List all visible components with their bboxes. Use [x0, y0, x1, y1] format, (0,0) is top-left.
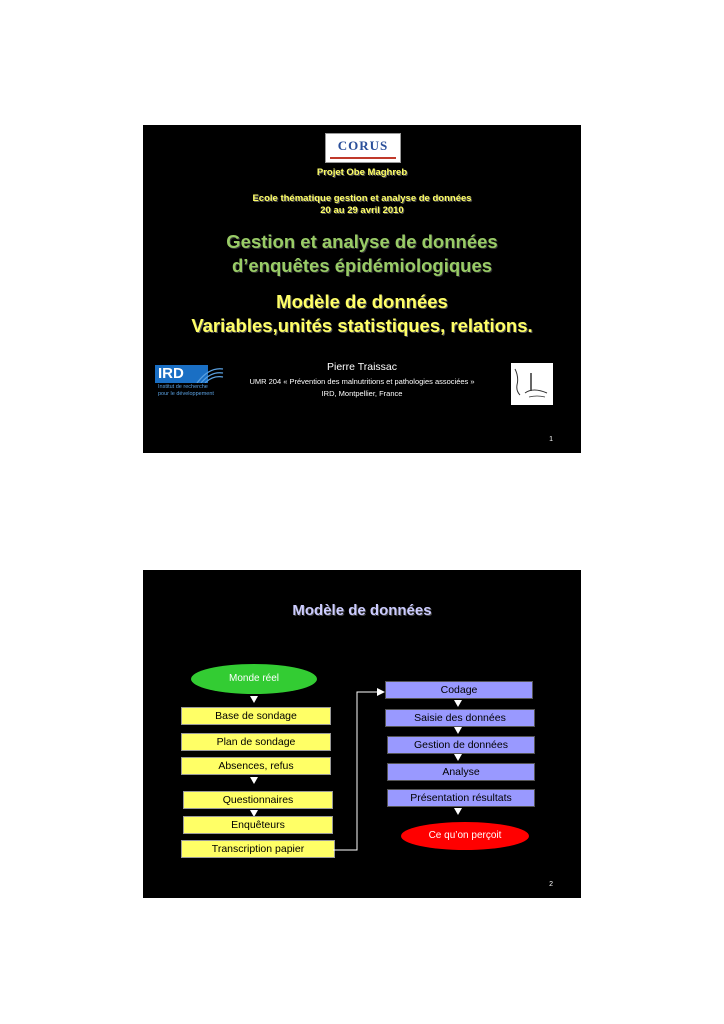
flow-node-questionnaires: Questionnaires	[183, 791, 333, 809]
page-number: 1	[549, 436, 553, 443]
slide-2	[143, 570, 581, 898]
school-line-2: 20 au 29 avril 2010	[320, 205, 404, 216]
subtitle-line-2: Variables,unités statistiques, relations.	[191, 315, 533, 336]
ird-logo	[155, 365, 227, 401]
affiliation-line-2: IRD, Montpellier, France	[321, 389, 403, 398]
calligraphy-icon	[511, 363, 553, 405]
flow-node-base-sondage: Base de sondage	[181, 707, 331, 725]
calligraphy-logo	[511, 363, 553, 405]
flow-node-monde-reel: Monde réel	[191, 664, 317, 694]
flow-node-presentation: Présentation résultats	[387, 789, 535, 807]
flow-node-transcription: Transcription papier	[181, 840, 335, 858]
flow-node-enqueteurs: Enquêteurs	[183, 816, 333, 834]
flow-node-gestion: Gestion de données	[387, 736, 535, 754]
corus-logo-text: CORUS	[337, 138, 389, 153]
flow-arrow	[454, 727, 462, 734]
school-line-1: Ecole thématique gestion et analyse de données	[252, 193, 472, 204]
author-name: Pierre Traissac	[326, 361, 398, 373]
flow-node-percoit: Ce qu’on perçoit	[401, 822, 529, 850]
flow-node-codage: Codage	[385, 681, 533, 699]
ird-arcs-icon	[195, 365, 225, 383]
slide-1	[143, 125, 581, 453]
flow-arrow	[454, 754, 462, 761]
slide-title: Modèle de données	[292, 602, 432, 619]
flow-node-saisie: Saisie des données	[385, 709, 535, 727]
project-name: Projet Obe Maghreb	[316, 167, 408, 178]
subtitle-line-1: Modèle de données	[276, 291, 448, 312]
page-number: 2	[549, 881, 553, 888]
title-line-2: d’enquêtes épidémiologiques	[231, 255, 493, 276]
flow-node-absences-refus: Absences, refus	[181, 757, 331, 775]
flow-arrow	[250, 777, 258, 784]
corus-logo	[325, 133, 401, 163]
ird-tagline-2: pour le développement	[158, 391, 214, 397]
ird-logo-text: IRD	[155, 365, 208, 383]
affiliation-line-1: UMR 204 « Prévention des malnutritions et pathologies associées »	[249, 377, 475, 386]
flow-connector	[333, 680, 389, 860]
ird-tagline-1: Institut de recherche	[158, 384, 208, 390]
flow-arrow	[454, 700, 462, 707]
flow-arrow	[250, 696, 258, 703]
title-line-1: Gestion et analyse de données	[226, 231, 498, 252]
flow-arrow	[454, 808, 462, 815]
flow-node-analyse: Analyse	[387, 763, 535, 781]
flow-node-plan-sondage: Plan de sondage	[181, 733, 331, 751]
